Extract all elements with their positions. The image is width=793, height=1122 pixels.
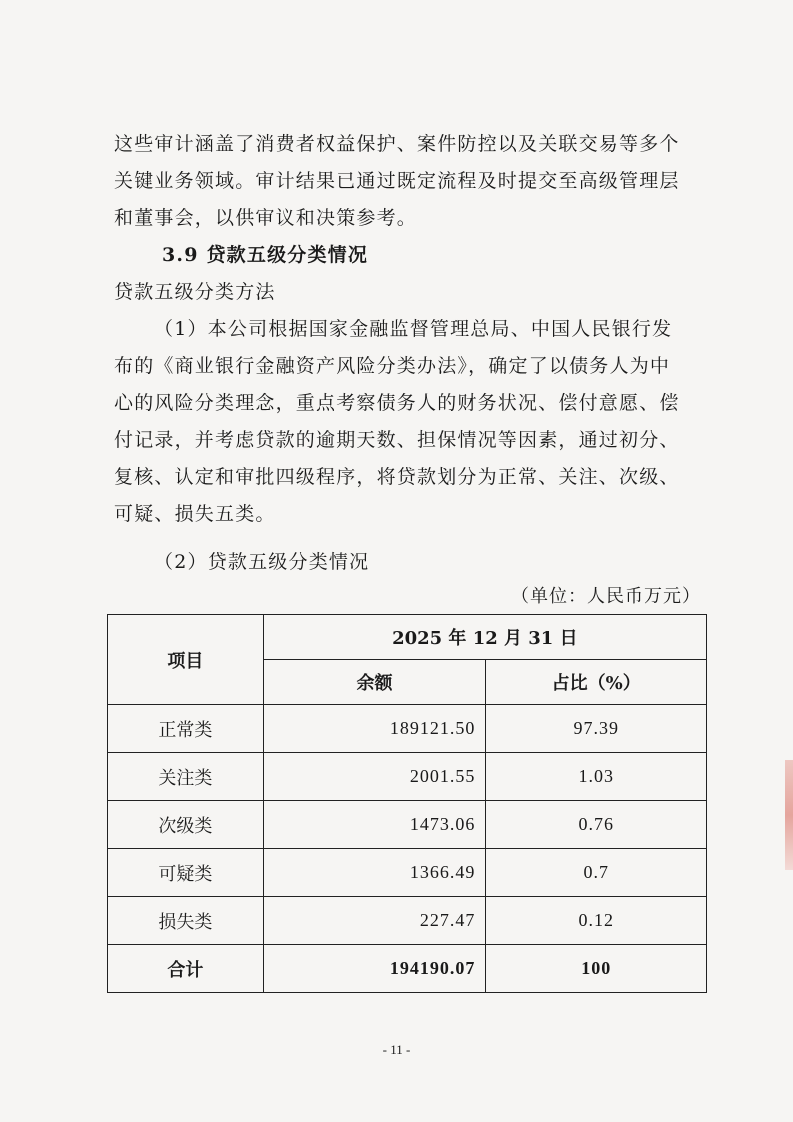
row-category: 可疑类: [108, 849, 264, 897]
total-ratio: 100: [486, 945, 707, 993]
table-total-row: [108, 945, 707, 993]
method-line: 复核、认定和审批四级程序，将贷款划分为正常、关注、次级、: [114, 466, 680, 488]
header-date: 2025 年 12 月 31 日: [263, 615, 706, 660]
intro-line: 这些审计涵盖了消费者权益保护、案件防控以及关联交易等多个: [114, 133, 680, 155]
section-heading: 3.9 贷款五级分类情况: [162, 244, 369, 266]
method-line: 心的风险分类理念，重点考察债务人的财务状况、偿付意愿、偿: [114, 392, 680, 414]
row-balance: 1366.49: [263, 849, 486, 897]
total-balance: 194190.07: [263, 945, 486, 993]
header-balance: 余额: [263, 660, 486, 705]
loan-classification-table: [107, 614, 707, 993]
row-ratio: 0.7: [486, 849, 707, 897]
method-line: （1）本公司根据国家金融监督管理总局、中国人民银行发: [154, 318, 673, 340]
status-title: （2）贷款五级分类情况: [154, 551, 370, 573]
table-row: [108, 849, 707, 897]
page-number: - 11 -: [382, 1042, 411, 1057]
table-row: [108, 801, 707, 849]
intro-line: 关键业务领域。审计结果已通过既定流程及时提交至高级管理层: [114, 170, 680, 192]
row-ratio: 0.12: [486, 897, 707, 945]
table-row: [108, 897, 707, 945]
unit-note: （单位：人民币万元）: [511, 586, 701, 607]
intro-line: 和董事会，以供审议和决策参考。: [114, 207, 418, 229]
table-header-row: [108, 615, 707, 660]
method-line: 付记录，并考虑贷款的逾期天数、担保情况等因素，通过初分、: [114, 429, 680, 451]
header-item: 项目: [108, 615, 264, 705]
method-line: 可疑、损失五类。: [114, 503, 276, 525]
row-ratio: 97.39: [486, 705, 707, 753]
table-row: [108, 753, 707, 801]
total-category: 合计: [108, 945, 264, 993]
method-paragraph: [114, 311, 714, 533]
row-balance: 1473.06: [263, 801, 486, 849]
row-category: 损失类: [108, 897, 264, 945]
row-balance: 189121.50: [263, 705, 486, 753]
row-balance: 227.47: [263, 897, 486, 945]
method-line: 布的《商业银行金融资产风险分类办法》，确定了以债务人为中: [114, 355, 671, 377]
row-category: 次级类: [108, 801, 264, 849]
table-row: [108, 705, 707, 753]
row-category: 关注类: [108, 753, 264, 801]
header-ratio: 占比（%）: [486, 660, 707, 705]
method-title: 贷款五级分类方法: [114, 281, 276, 303]
intro-paragraph: [114, 126, 714, 237]
row-ratio: 0.76: [486, 801, 707, 849]
row-category: 正常类: [108, 705, 264, 753]
seal-edge-mark: [785, 760, 793, 870]
row-balance: 2001.55: [263, 753, 486, 801]
row-ratio: 1.03: [486, 753, 707, 801]
